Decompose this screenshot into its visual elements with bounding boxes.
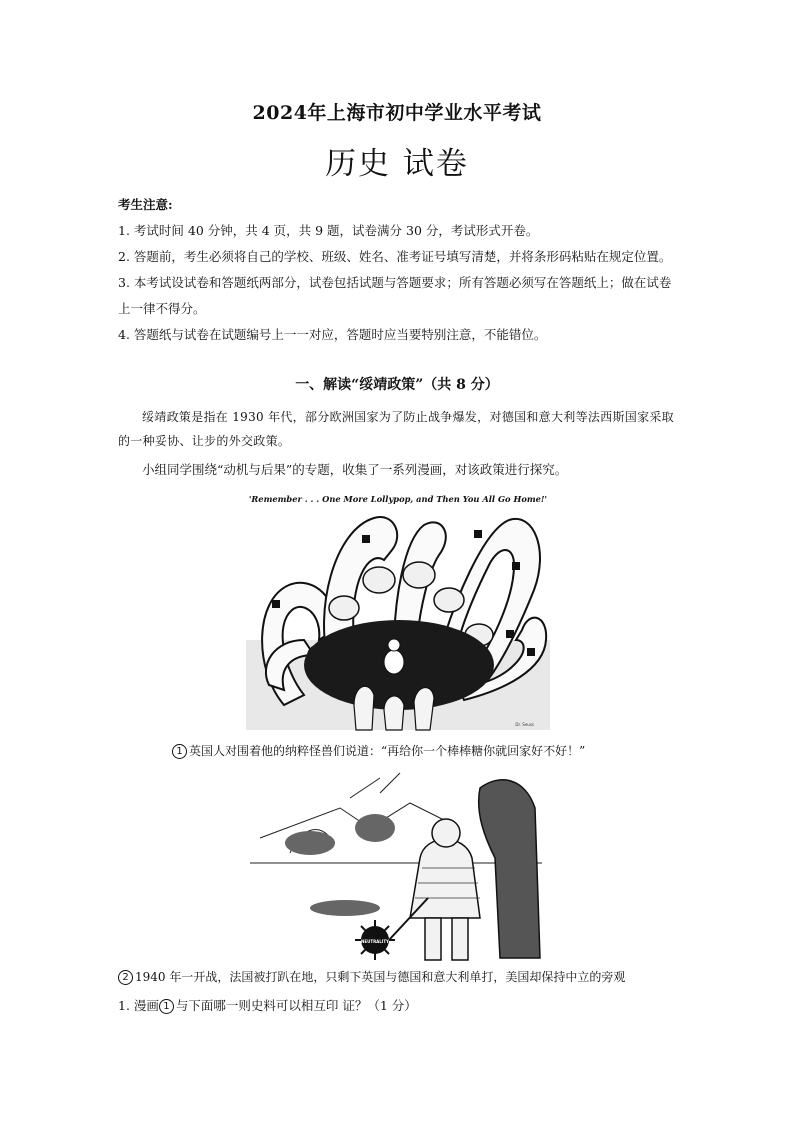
cartoon1-caption: [172, 742, 672, 759]
cartoon2-label: NEUTRALITY: [361, 939, 389, 944]
cartoon1-caption-text: 英国人对围着他的纳粹怪兽们说道：“再给你一个棒棒糖你就回家好不好！”: [189, 744, 586, 758]
section-title: 一、解读“绥靖政策”（共 8 分）: [295, 377, 499, 393]
notes-heading: 考生注意:: [118, 197, 173, 212]
note-item: 2. 答题前，考生必须将自己的学校、班级、姓名、准考证号填写清楚，并将条形码粘贴在规定位置。: [118, 249, 672, 264]
cartoon-neutrality-knight: [250, 768, 542, 964]
question-cartoon-ref: 1: [159, 999, 174, 1014]
section-task: 小组同学围绕“动机与后果”的专题，收集了一系列漫画，对该政策进行探究。: [142, 462, 568, 477]
question-1: [118, 996, 678, 1014]
cartoon1-number: 1: [172, 744, 187, 759]
cartoon1-signature: Dr. Seuss: [515, 722, 534, 727]
candidate-notes: [118, 192, 678, 348]
note-item: 4. 答题纸与试卷在试题编号上一一对应，答题时应当要特别注意，不能错位。: [118, 327, 547, 342]
note-item: 3. 本考试设试卷和答题纸两部分，试卷包括试题与答题要求；所有答题必须写在答题纸上；做在试卷上一律不得分。: [118, 275, 672, 316]
question-text: 与下面哪一则史料可以相互印 证？（1 分）: [175, 998, 417, 1013]
cartoon2-number: 2: [118, 970, 133, 985]
cartoon2-caption: [118, 968, 678, 985]
section-intro: 绥靖政策是指在 1930 年代，部分欧洲国家为了防止战争爆发，对德国和意大利等法西斯国家采取的一种妥协、让步的外交政策。: [118, 410, 674, 448]
cartoon2-caption-text: 1940 年一开战，法国被打趴在地，只剩下英国与德国和意大利单打，美国却保持中立的旁观: [135, 970, 626, 984]
note-item: 1. 考试时间 40 分钟，共 4 页，共 9 题，试卷满分 30 分，考试形式开卷。: [118, 223, 539, 238]
cartoon-appeasement-monsters: [244, 490, 552, 735]
exam-subject: 历史 试卷: [325, 146, 469, 182]
question-prefix: 1. 漫画: [118, 998, 159, 1013]
exam-title: 2024年上海市初中学业水平考试: [252, 102, 542, 124]
cartoon1-banner: 'Remember . . . One More Lollypop, and Then You All Go Home!': [248, 494, 548, 504]
